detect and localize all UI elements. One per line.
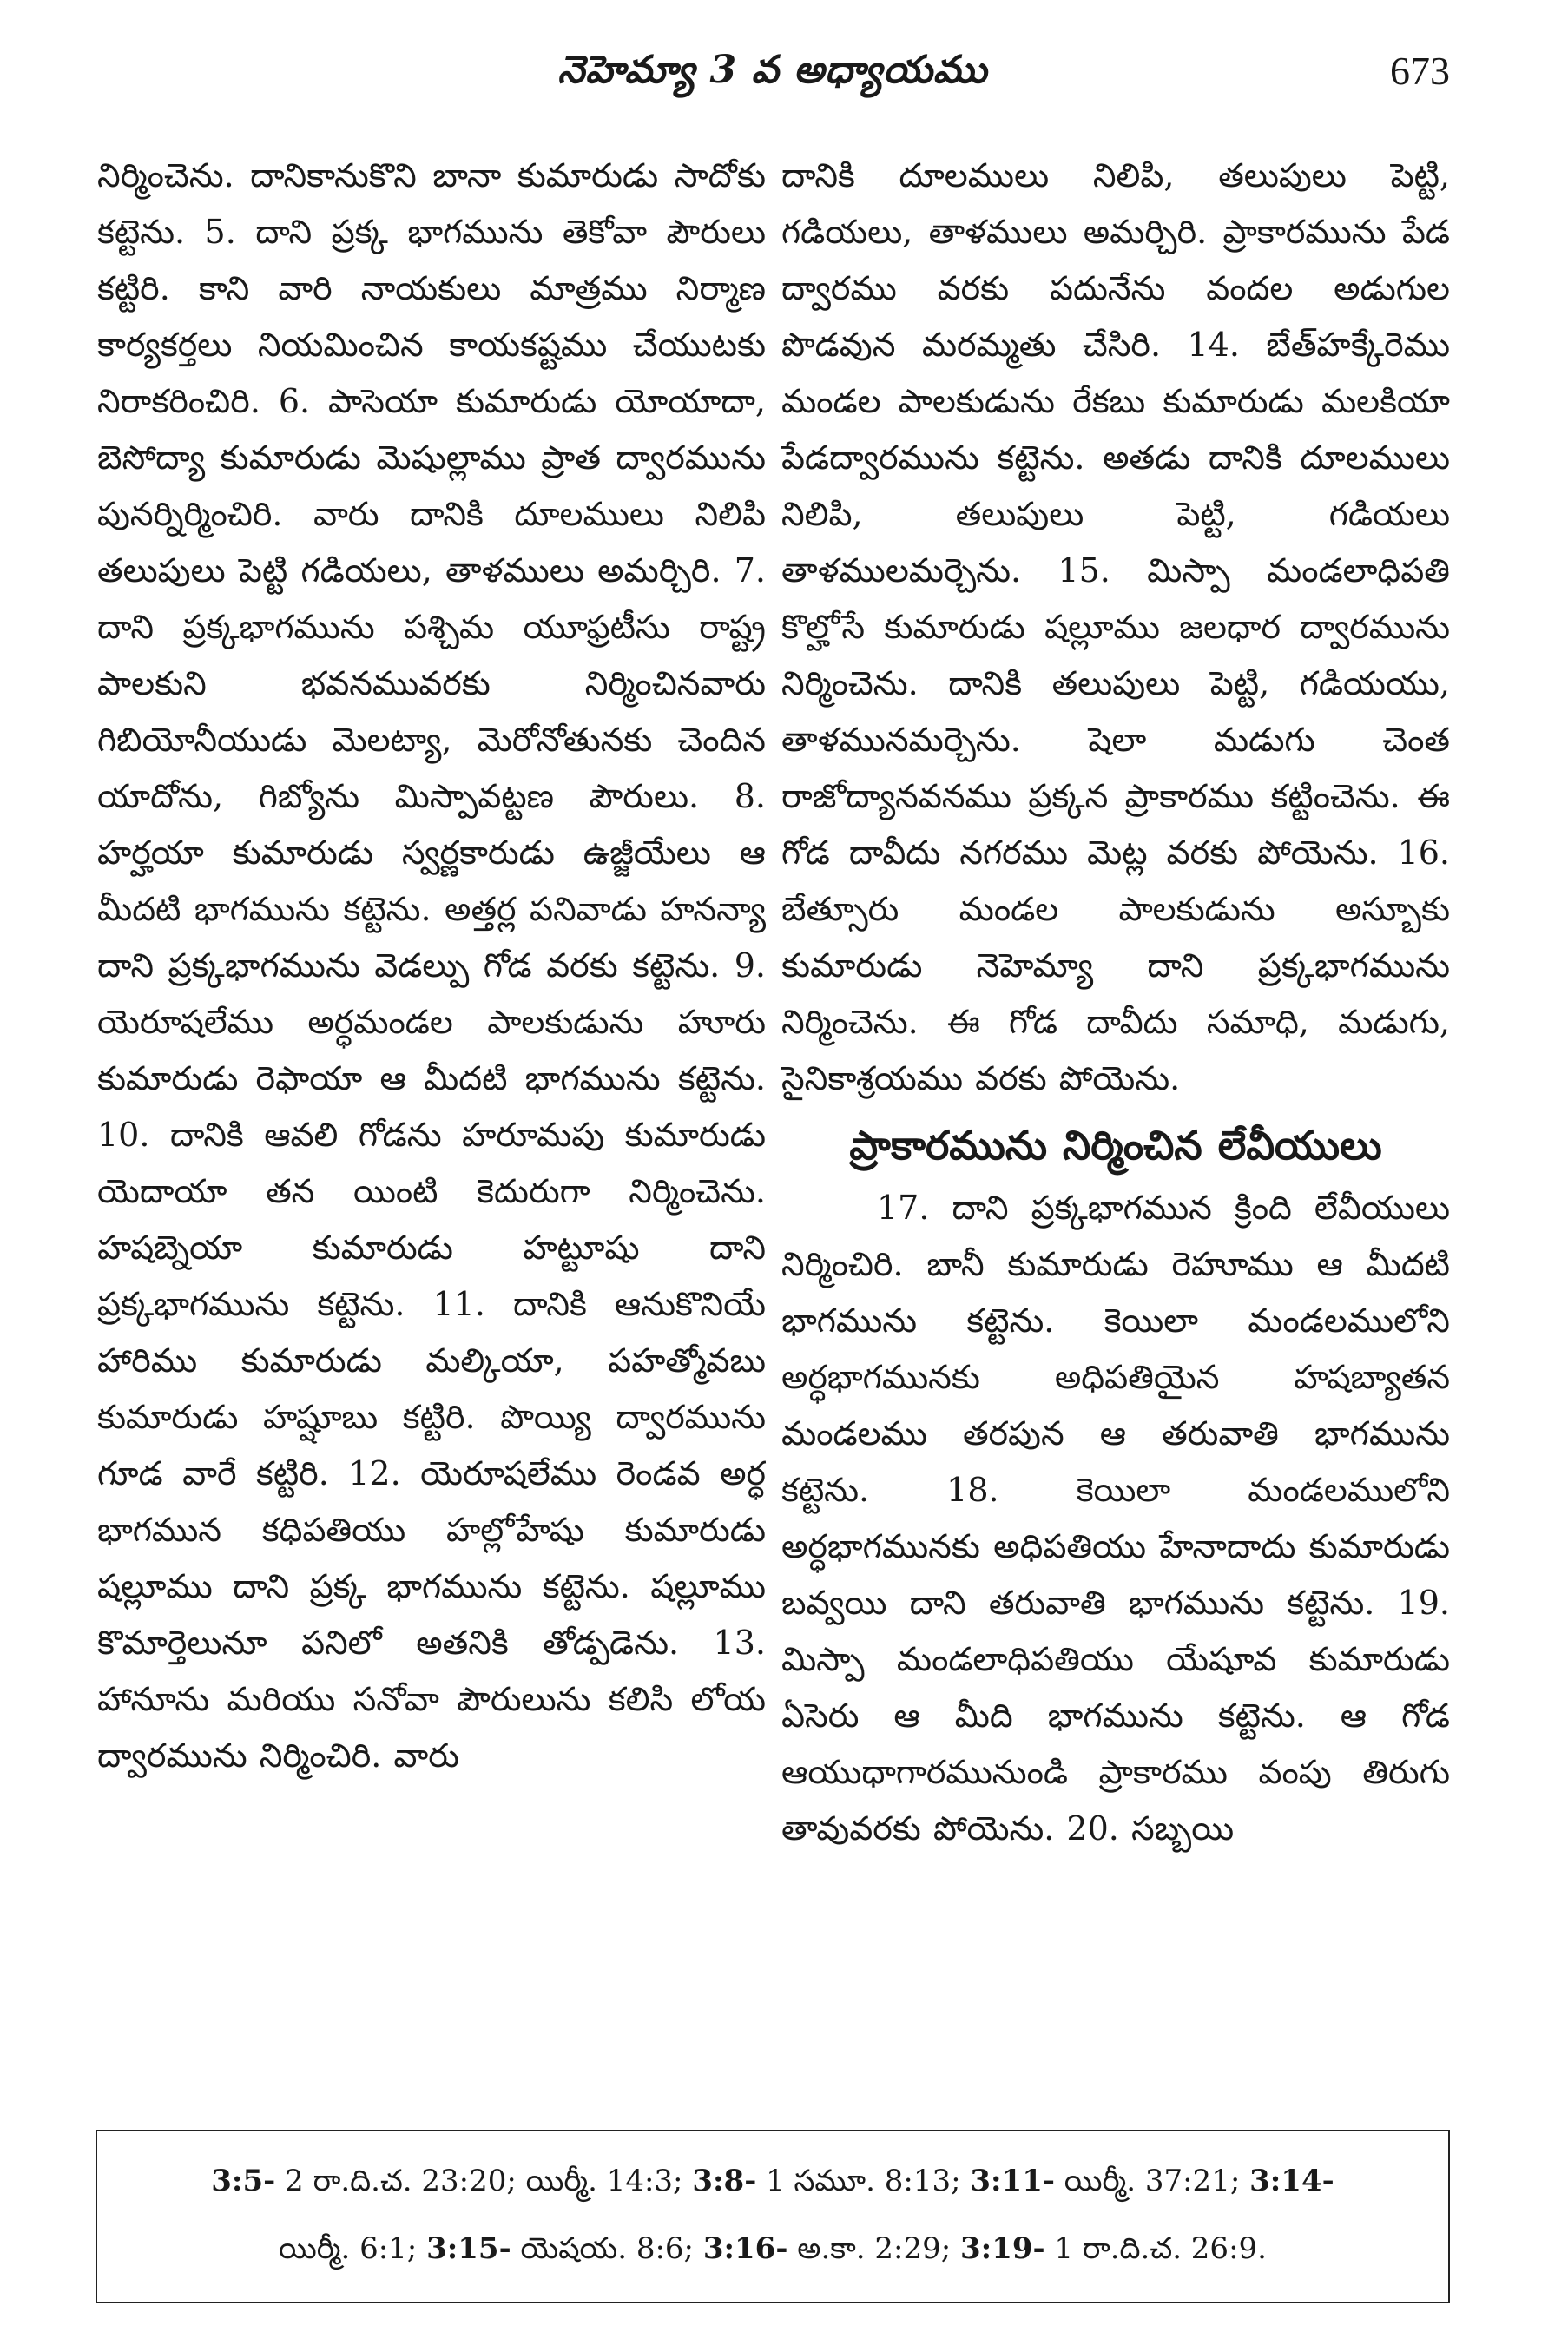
cross-reference-footnotes [96, 2130, 1450, 2303]
footnote-ref-key: 3:15- [426, 2231, 511, 2266]
running-title: నెహెమ్యా 3 వ అధ్యాయము [557, 48, 988, 92]
footnote-ref-text: అ.కా. 2:29; [787, 2231, 960, 2266]
page-header [96, 48, 1450, 109]
footnote-ref-key: 3:11- [970, 2164, 1055, 2198]
body-paragraph: నిర్మించెను. దానికానుకొని బానా కుమారుడు సాదోకు కట్టెను. 5. దాని ప్రక్క భాగమును తెకోవా పౌరులు కట్టిరి. కాని వారి నాయకులు మాత్రము నిర్మాణ కార్యకర్తలు నియమించిన కాయకష్టము చేయుటకు నిరాకరించిరి. 6. పాసెయా కుమారుడు యోయాదా, బెసోద్యా కుమారుడు మెషుల్లాము ప్రాత ద్వారమును పునర్నిర్మించిరి. వారు దానికి దూలములు నిలిపి తలుపులు పెట్టి గడియలు, తాళములు అమర్చిరి. 7. దాని ప్రక్కభాగమును పశ్చిమ యూఫ్రటీసు రాష్ట్ర పాలకుని భవనమువరకు నిర్మించినవారు గిబియోనీయుడు మెలట్యా, మెరోనోతునకు చెందిన యాదోను, గిబ్యోను మిస్పావట్టణ పౌరులు. 8. హర్హయా కుమారుడు స్వర్ణకారుడు ఉజ్జీయేలు ఆ మీదటి భాగమును కట్టెను. అత్తర్ల పనివాడు హనన్యా దాని ప్రక్కభాగమును వెడల్పు గోడ వరకు కట్టెను. 9. యెరూషలేము అర్ధమండల పాలకుడును హూరు కుమారుడు రెఫాయా ఆ మీదటి భాగమును కట్టెను. 10. దానికి ఆవలి గోడను హరూమపు కుమారుడు యెదాయా తన యింటి కెదురుగా నిర్మించెను. హషబ్నెయా కుమారుడు హట్టూషు దాని ప్రక్కభాగమును కట్టెను. 11. దానికి ఆనుకొనియే హారిము కుమారుడు మల్కియా, పహత్మోవబు కుమారుడు హష్షూబు కట్టిరి. పొయ్యి ద్వారమును గూడ వారే కట్టిరి. 12. యెరూషలేము రెండవ అర్ధ భాగమున కధిపతియు హల్లోహేషు కుమారుడు షల్లూము దాని ప్రక్క భాగమును కట్టెను. షల్లూము కొమార్తెలునూ పనిలో అతనికి తోడ్పడెను. 13. హానూను మరియు సనోవా పౌరులును కలిసి లోయ ద్వారమును నిర్మించిరి. వారు [97, 156, 766, 1775]
left-column [97, 148, 766, 1784]
section-heading: ప్రాకారమును నిర్మించిన లేవీయులు [849, 1122, 1382, 1169]
body-paragraph: 17. దాని ప్రక్కభాగమున క్రింది లేవీయులు నిర్మించిరి. బానీ కుమారుడు రెహూము ఆ మీదటి భాగమును కట్టెను. కెయిలా మండలములోని అర్ధభాగమునకు అధిపతియైన హషబ్యాతన మండలము తరపున ఆ తరువాతి భాగమును కట్టెను. 18. కెయిలా మండలములోని అర్ధభాగమునకు అధిపతియు హేనాదాదు కుమారుడు బవ్వయి దాని తరువాతి భాగమును కట్టెను. 19. మిస్పా మండలాధిపతియు యేషూవ కుమారుడు ఏసెరు ఆ మీది భాగమును కట్టెను. ఆ గోడ ఆయుధాగారమునుండి ప్రాకారము వంపు తిరుగు తావువరకు పోయెను. 20. సబ్బయి [781, 1189, 1450, 1848]
footnote-ref-text: 1 రా.ది.చ. 26:9. [1044, 2231, 1267, 2266]
footnote-ref-text: యిర్మీ. 6:1; [279, 2231, 427, 2266]
footnote-ref-key: 3:16- [702, 2231, 788, 2266]
footnote-ref-text: 2 రా.ది.చ. 23:20; యిర్మీ. 14:3; [275, 2164, 693, 2198]
footnote-ref-text: యెషయ. 8:6; [511, 2231, 703, 2266]
page-number: 673 [1390, 49, 1450, 93]
footnote-ref-key: 3:19- [959, 2231, 1045, 2266]
footnote-ref-key: 3:8- [692, 2164, 757, 2198]
footnote-ref-text: 1 సమూ. 8:13; [756, 2164, 971, 2198]
footnote-ref-key: 3:5- [211, 2164, 276, 2198]
footnote-ref-key: 3:14- [1249, 2164, 1334, 2198]
footnote-ref-text: యిర్మీ. 37:21; [1054, 2164, 1250, 2198]
footnote-line [132, 2147, 1413, 2215]
footnote-line [132, 2215, 1413, 2283]
body-paragraph: దానికి దూలములు నిలిపి, తలుపులు పెట్టి, గడియలు, తాళములు అమర్చిరి. ప్రాకారమును పేడ ద్వారము వరకు పదునేను వందల అడుగుల పొడవున మరమ్మతు చేసిరి. 14. బేత్‌హక్కేరెము మండల పాలకుడును రేకబు కుమారుడు మలకియా పేడద్వారమును కట్టెను. అతడు దానికి దూలములు నిలిపి, తలుపులు పెట్టి, గడియలు తాళములమర్చెను. 15. మిస్పా మండలాధిపతి కొల్హోసే కుమారుడు షల్లూము జలధార ద్వారమును నిర్మించెను. దానికి తలుపులు పెట్టి, గడియయు, తాళమునమర్చెను. షెలా మడుగు చెంత రాజోద్యానవనము ప్రక్కన ప్రాకారము కట్టించెను. ఈ గోడ దావీదు నగరము మెట్ల వరకు పోయెను. 16. బేత్సూరు మండల పాలకుడును అస్బూకు కుమారుడు నెహెమ్యా దాని ప్రక్కభాగమును నిర్మించెను. ఈ గోడ దావీదు సమాధి, మడుగు, సైనికాశ్రయము వరకు పోయెను. [781, 156, 1450, 1097]
right-column [781, 148, 1450, 1857]
